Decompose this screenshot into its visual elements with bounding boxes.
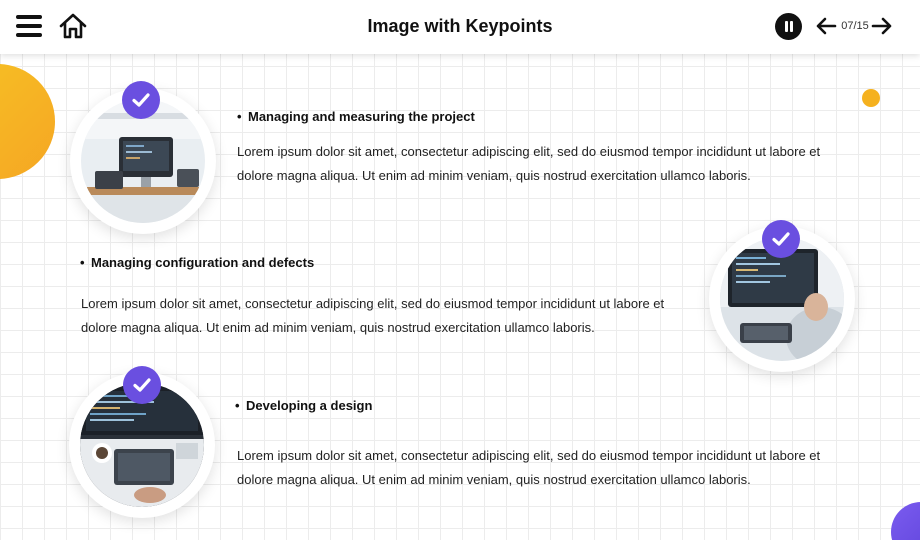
decorative-purple-circle bbox=[891, 502, 920, 540]
keypoint-3-body: Lorem ipsum dolor sit amet, consectetur adipiscing elit, sed do eiusmod tempor incididunt ut labore et dolore magna aliqua. Ut enim ad minim veniam, quis nostrud exercitation ullamco laboris. bbox=[237, 448, 821, 487]
decorative-yellow-dot bbox=[862, 89, 880, 107]
pause-button[interactable] bbox=[775, 13, 802, 40]
checkmark-icon bbox=[131, 90, 151, 110]
top-bar bbox=[0, 0, 920, 54]
arrow-right-icon[interactable] bbox=[871, 16, 893, 36]
keypoint-1-image-frame bbox=[70, 88, 216, 234]
keypoint-1-heading: • Managing and measuring the project bbox=[237, 109, 475, 124]
pause-icon bbox=[785, 21, 788, 32]
hamburger-menu-icon[interactable] bbox=[16, 15, 42, 37]
keypoint-1-body: Lorem ipsum dolor sit amet, consectetur adipiscing elit, sed do eiusmod tempor incididunt ut labore et dolore magna aliqua. Ut enim ad minim veniam, quis nostrud exercitation ullamco laboris. bbox=[237, 144, 821, 183]
keypoint-2-image-frame bbox=[709, 226, 855, 372]
page-title: Image with Keypoints bbox=[367, 16, 553, 36]
checkmark-icon bbox=[132, 375, 152, 395]
keypoint-3-check-badge bbox=[123, 366, 161, 404]
keypoint-2-body: Lorem ipsum dolor sit amet, consectetur adipiscing elit, sed do eiusmod tempor incididunt ut labore et dolore magna aliqua. Ut enim ad minim veniam, quis nostrud exercitation ullamco laboris. bbox=[81, 296, 665, 335]
keypoint-2-check-badge bbox=[762, 220, 800, 258]
arrow-left-icon[interactable] bbox=[815, 16, 837, 36]
home-icon[interactable] bbox=[58, 12, 88, 40]
keypoint-2-heading: • Managing configuration and defects bbox=[80, 255, 315, 270]
page-counter: 07/15 bbox=[841, 20, 869, 32]
checkmark-icon bbox=[771, 229, 791, 249]
keypoint-3-heading: • Developing a design bbox=[235, 398, 373, 413]
keypoint-1-check-badge bbox=[122, 81, 160, 119]
decorative-yellow-circle bbox=[0, 64, 55, 179]
keypoint-3-image-frame bbox=[69, 372, 215, 518]
